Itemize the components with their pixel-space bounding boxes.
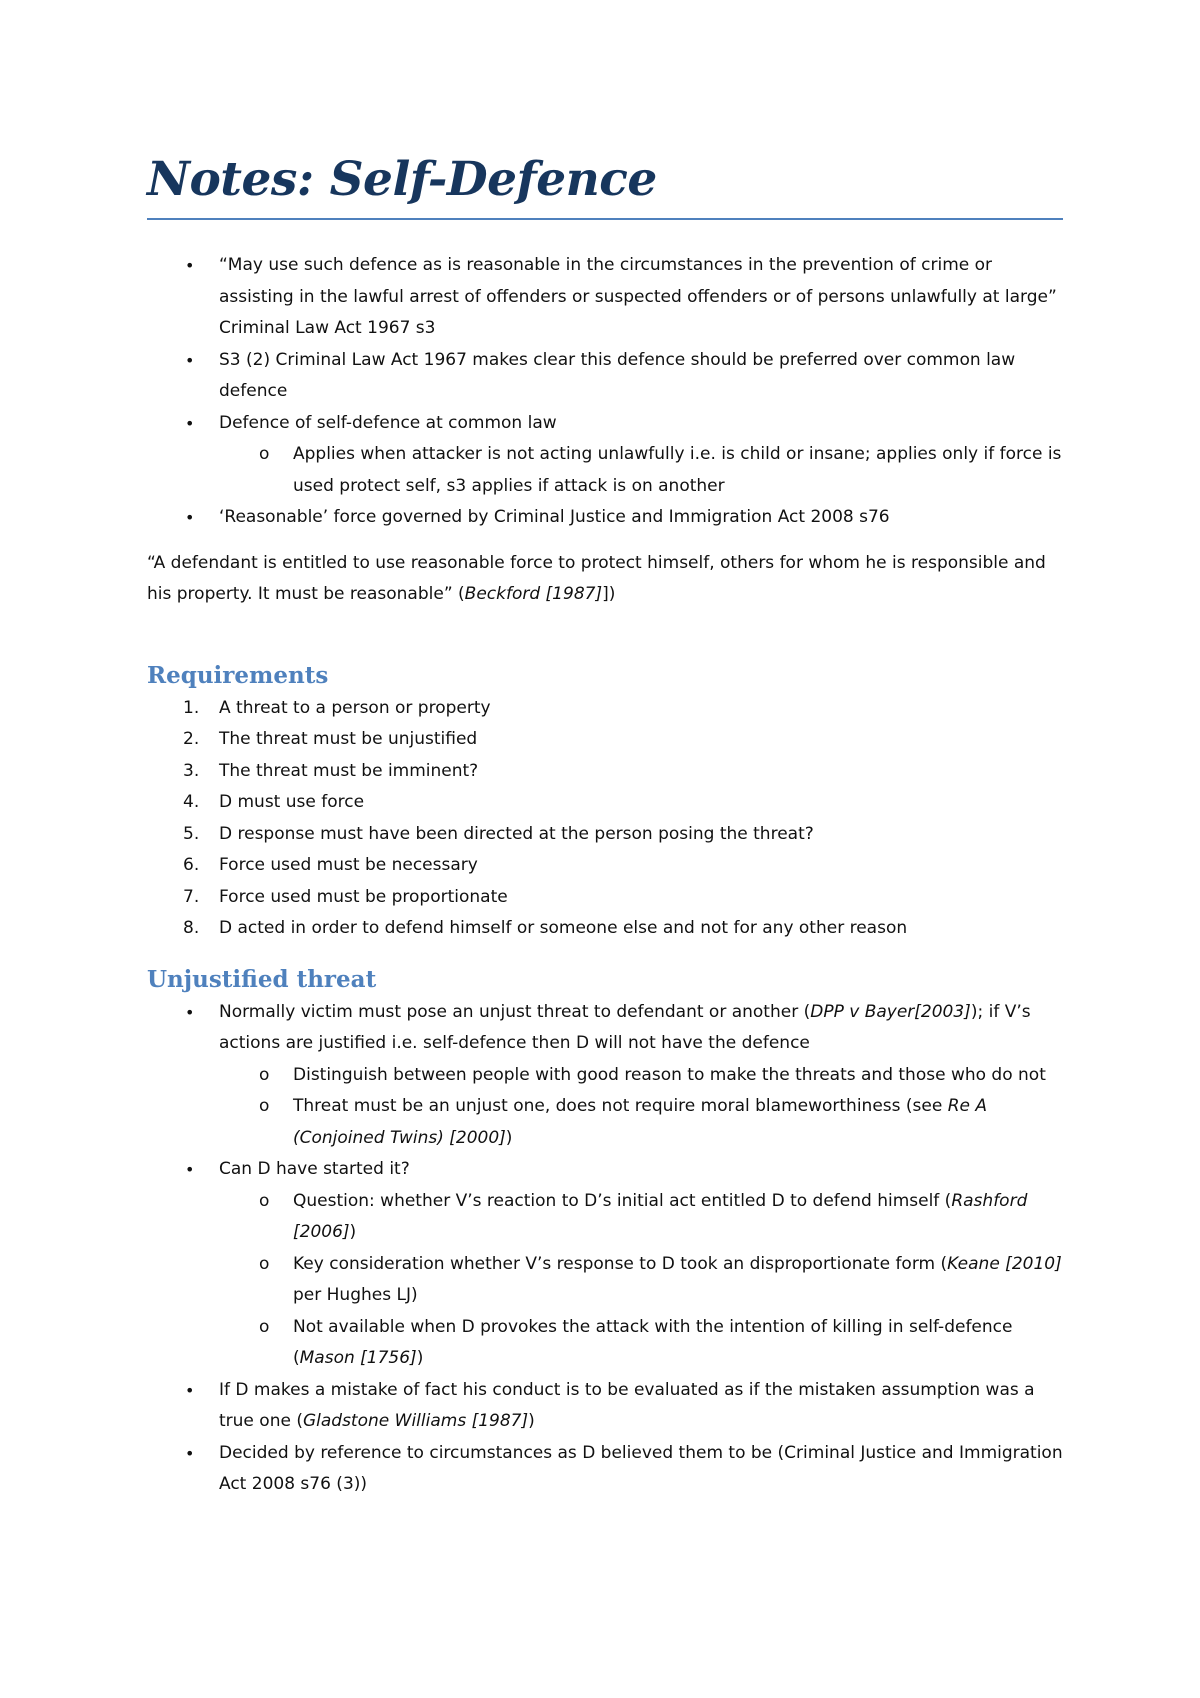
sub-bullet-text: Question: whether V’s reaction to D’s initial act entitled D to defend himself (	[293, 1190, 952, 1211]
list-item	[147, 1154, 1063, 1186]
bullet-icon: •	[185, 256, 195, 275]
sub-list-item	[147, 439, 1063, 502]
sub-bullet-text: Distinguish between people with good reason to make the threats and those who do not	[293, 1064, 1046, 1085]
bullet-icon: •	[185, 1443, 195, 1463]
requirement-number: 5.	[183, 823, 200, 844]
case-citation: Re A (Conjoined Twins) [2000]	[293, 1096, 988, 1148]
unjustified-threat-list	[147, 997, 1063, 1501]
requirement-item	[147, 819, 1063, 851]
sub-bullet-icon: o	[259, 1190, 270, 1211]
sub-list-item	[147, 1060, 1063, 1092]
sub-bullet-text: Applies when attacker is not acting unlawfully i.e. is child or insane; applies only if force is used protect self, s3 applies if attack is on another	[293, 444, 1062, 496]
case-citation: DPP v Bayer[2003]	[810, 1001, 971, 1022]
bullet-icon: •	[185, 350, 195, 370]
requirement-text: The threat must be unjustified	[219, 729, 478, 749]
case-citation: Rashford [2006]	[293, 1190, 1028, 1242]
sub-list-item	[147, 1186, 1063, 1249]
requirement-text: Force used must be necessary	[219, 855, 478, 875]
sub-bullet-text: Key consideration whether V’s response to D took an disproportionate form (	[293, 1253, 948, 1274]
sub-bullet-icon: o	[259, 1316, 270, 1337]
requirement-item	[147, 724, 1063, 756]
requirement-text: The threat must be imminent?	[219, 760, 479, 781]
requirement-text: D must use force	[219, 792, 365, 812]
requirement-number: 1.	[183, 697, 200, 718]
sub-bullet-text: )	[349, 1222, 357, 1242]
document-body	[147, 148, 1063, 1501]
page-title: Notes: Self-Defence	[147, 152, 657, 207]
list-item	[147, 997, 1063, 1060]
unjustified-threat-heading: Unjustified threat	[147, 965, 377, 993]
list-item	[147, 250, 1063, 345]
case-citation: Mason [1756]	[299, 1348, 417, 1368]
sub-list-item	[147, 1091, 1063, 1154]
requirement-number: 6.	[183, 855, 200, 875]
bullet-text: Normally victim must pose an unjust threat to defendant or another (	[219, 1001, 811, 1022]
sub-bullet-text: )	[505, 1127, 513, 1148]
requirement-item	[147, 913, 1063, 945]
requirement-item	[147, 850, 1063, 882]
requirement-number: 3.	[183, 760, 200, 781]
bullet-icon: •	[185, 1380, 195, 1400]
list-item	[147, 345, 1063, 408]
sub-bullet-icon: o	[259, 444, 270, 464]
requirement-text: A threat to a person or property	[219, 697, 491, 718]
sub-bullet-icon: o	[259, 1064, 270, 1085]
requirement-number: 7.	[183, 886, 200, 907]
list-item	[147, 1375, 1063, 1438]
requirement-number: 2.	[183, 729, 200, 749]
bullet-text: Decided by reference to circumstances as D believed them to be (Criminal Justice and Immigration Act 2008 s76 (3))	[219, 1442, 1063, 1494]
sub-bullet-icon: o	[259, 1096, 270, 1116]
requirement-text: D acted in order to defend himself or someone else and not for any other reason	[219, 918, 908, 938]
bullet-text: S3 (2) Criminal Law Act 1967 makes clear this defence should be preferred over common law defence	[219, 349, 1016, 401]
requirements-heading: Requirements	[147, 661, 329, 689]
bullet-icon: •	[185, 1002, 195, 1022]
requirement-item	[147, 882, 1063, 914]
requirement-item	[147, 787, 1063, 819]
case-citation: Gladstone Williams [1987]	[302, 1411, 529, 1431]
case-citation: Beckford [1987]	[464, 584, 603, 604]
bullet-icon: •	[185, 1160, 195, 1179]
sub-bullet-text: Not available when D provokes the attack with the intention of killing in self-defence (	[293, 1316, 1013, 1368]
bullet-text: ‘Reasonable’ force governed by Criminal Justice and Immigration Act 2008 s76	[219, 507, 890, 527]
list-item	[147, 408, 1063, 440]
intro-bullet-list	[147, 250, 1063, 534]
quote-text: “A defendant is entitled to use reasonable force to protect himself, others for whom he is responsible and his property. It must be reasonable” (	[147, 552, 1046, 604]
sub-list-item	[147, 1312, 1063, 1375]
bullet-text: “May use such defence as is reasonable in the circumstances in the prevention of crime or assisting in the lawful arrest of offenders or suspected offenders or of persons unlawfully at large” Criminal Law Act 1967 s3	[219, 255, 1057, 338]
bullet-text: If D makes a mistake of fact his conduct is to be evaluated as if the mistaken assumption was a true one (	[219, 1379, 1035, 1431]
requirement-item	[147, 756, 1063, 788]
bullet-text: ); if V’s actions are justified i.e. self-defence then D will not have the defence	[219, 1001, 1031, 1053]
quote-close: ])	[602, 584, 616, 604]
requirement-item	[147, 693, 1063, 725]
bullet-text: Can D have started it?	[219, 1159, 410, 1179]
list-item	[147, 502, 1063, 534]
beckford-quote	[147, 548, 1063, 611]
requirements-list	[147, 693, 1063, 945]
bullet-icon: •	[185, 508, 195, 527]
requirement-number: 8.	[183, 918, 200, 938]
title-underline	[147, 218, 1063, 220]
case-citation: Keane [2010]	[947, 1253, 1062, 1274]
bullet-text: )	[528, 1411, 535, 1431]
sub-bullet-text: per Hughes LJ)	[293, 1285, 418, 1305]
requirement-text: Force used must be proportionate	[219, 886, 508, 907]
bullet-text: Defence of self-defence at common law	[219, 412, 557, 433]
sub-bullet-text: )	[416, 1348, 424, 1368]
requirement-text: D response must have been directed at the person posing the threat?	[219, 823, 814, 844]
list-item	[147, 1438, 1063, 1501]
bullet-icon: •	[185, 413, 195, 433]
requirement-number: 4.	[183, 792, 200, 812]
sub-bullet-text: Threat must be an unjust one, does not require moral blameworthiness (see	[293, 1096, 948, 1116]
sub-list-item	[147, 1249, 1063, 1312]
sub-bullet-icon: o	[259, 1253, 270, 1274]
